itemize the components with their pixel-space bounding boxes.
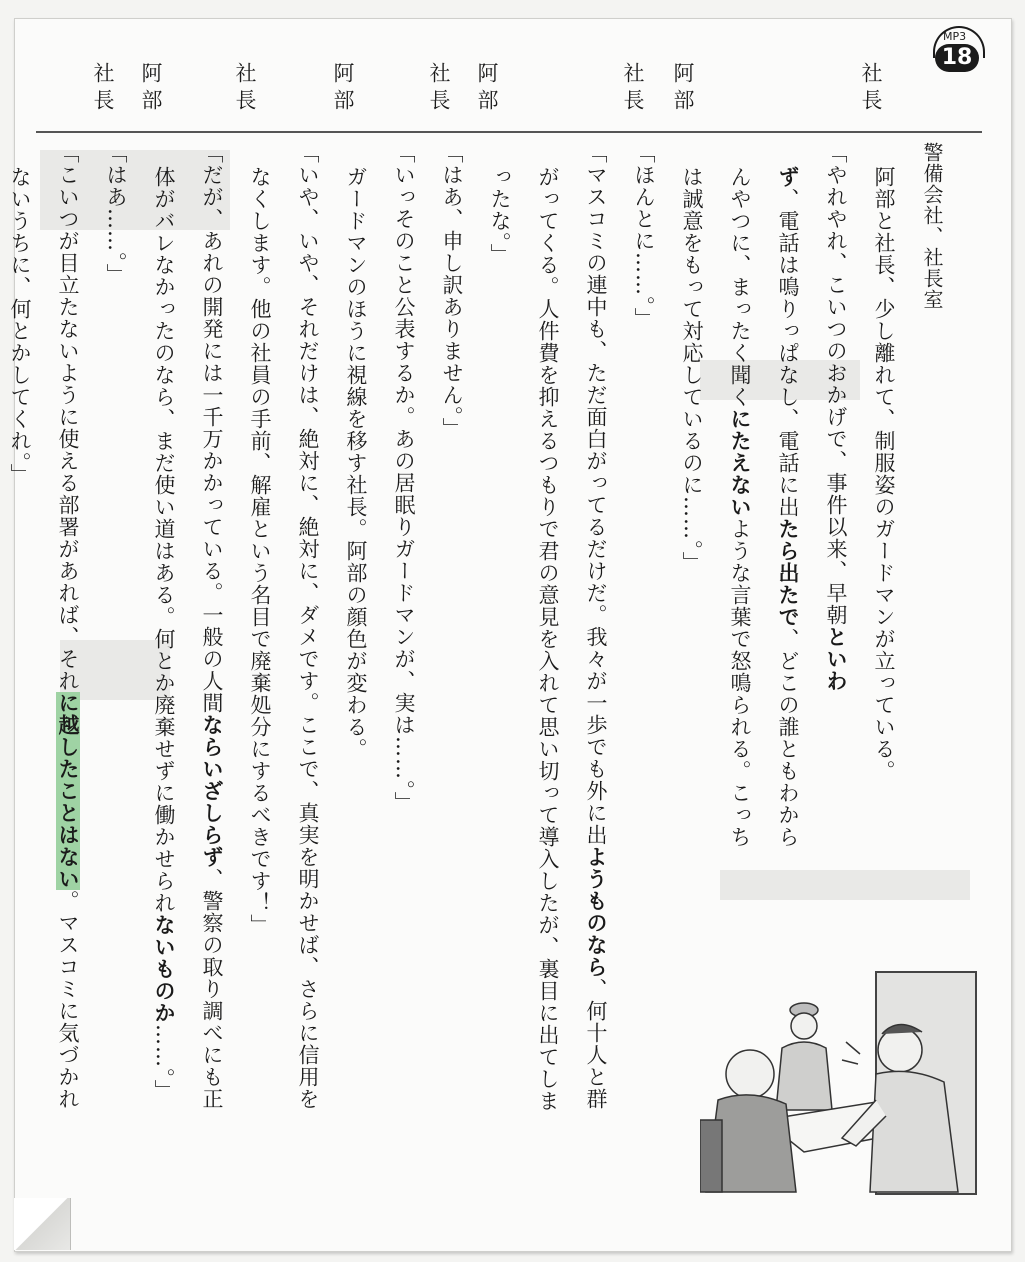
dialogue-line: 「ほんとに……。」 — [632, 142, 656, 330]
dialogue-line: 「いや、いや、それだけは、絶対に、絶対に、ダメです。ここで、真実を明かせば、さらに信用を — [296, 142, 320, 1110]
dialogue-line: ったな。」 — [488, 166, 512, 266]
grammar-point: ようものなら — [584, 846, 608, 978]
speaker-name: 阿部 — [475, 62, 499, 116]
grammar-point: ならいざしらず — [200, 714, 224, 868]
dialogue-line: 「マスコミの連中も、ただ面白がってるだけだ。我々が一歩でも外に出ようものなら、何十人と群 — [584, 142, 608, 1110]
speaker-name: 社長 — [233, 62, 257, 116]
office-scene-illustration — [700, 970, 982, 1198]
dialogue-line: 「だが、あれの開発には一千万かかっている。一般の人間ならいざしらず、警察の取り調べにも正 — [200, 142, 224, 1110]
speaker-name: 阿部 — [671, 62, 695, 116]
guardman-figure — [776, 1003, 832, 1110]
grammar-point: ず — [776, 166, 800, 188]
speaker-name: 社長 — [859, 62, 883, 116]
speaker-name: 社長 — [91, 62, 115, 116]
speaker-name: 阿部 — [331, 62, 355, 116]
scene-heading: 警備会社、社長室 — [920, 142, 944, 310]
grammar-point: たら出たで — [776, 518, 800, 628]
mp3-track-badge[interactable] — [925, 24, 989, 80]
dialogue-line: 「はあ……。」 — [104, 142, 128, 286]
dialogue-line: なくします。他の社員の手前、解雇という名目で廃棄処分にするべきです！」 — [248, 166, 272, 936]
grammar-point: にたえない — [728, 408, 752, 518]
speaker-name: 阿部 — [139, 62, 163, 116]
dialogue-line: ず、電話は鳴りっぱなし、電話に出たら出たで、どこの誰ともわから — [776, 166, 800, 848]
grammar-point: ないものか — [152, 914, 176, 1024]
dialogue-line: 「いっそのこと公表するか。あの居眠りガードマンが、実は……。」 — [392, 142, 416, 814]
dialogue-line: 体がバレなかったのなら、まだ使い道はある。何とか廃棄せずに働かせられないものか……。」 — [152, 166, 176, 1102]
dialogue-line: 「こいつが目立たないように使える部署があれば、それに越したことはない。マスコミに気づかれ — [56, 142, 80, 1110]
stage-direction: ガードマンのほうに視線を移す社長。阿部の顔色が変わる。 — [344, 166, 368, 760]
dialogue-line: んやつに、まったく聞くにたえないような言葉で怒鳴られる。こっち — [728, 166, 752, 848]
mp3-label: MP3 — [943, 30, 967, 43]
speaker-name: 社長 — [427, 62, 451, 116]
header-rule — [36, 131, 982, 133]
grammar-point: といわ — [824, 626, 848, 692]
highlighted-grammar-point: に越したことはない — [56, 692, 80, 890]
dialogue-line: がってくる。人件費を抑えるつもりで君の意見を入れて思い切って導入したが、裏目に出てしま — [536, 166, 560, 1112]
track-number: 18 — [935, 44, 979, 72]
speaker-name: 社長 — [621, 62, 645, 116]
dialogue-line: ないうちに、何とかしてくれ。」 — [8, 166, 32, 486]
dialogue-line: 「はあ、申し訳ありません。」 — [440, 142, 464, 440]
stage-direction: 阿部と社長、少し離れて、制服姿のガードマンが立っている。 — [872, 166, 896, 782]
dialogue-line: は誠意をもって対応しているのに……。」 — [680, 166, 704, 574]
dialogue-line: 「やれやれ、こいつのおかげで、事件以来、早朝といわ — [824, 142, 848, 692]
